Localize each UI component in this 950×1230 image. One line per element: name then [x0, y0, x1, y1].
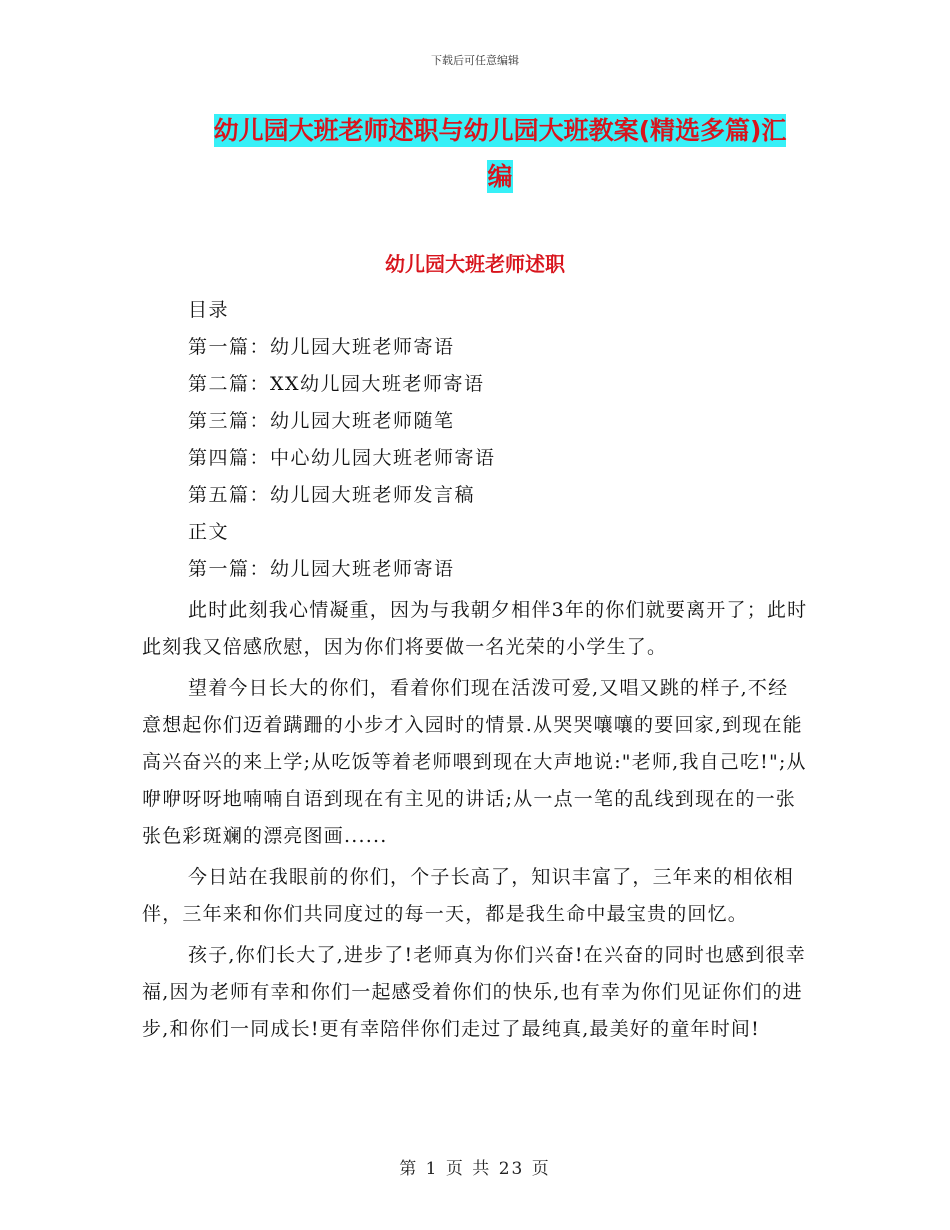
- table-of-contents: [188, 292, 496, 588]
- section-title: 幼儿园大班老师述职: [385, 252, 565, 276]
- paragraph: 今日站在我眼前的你们，个子长高了，知识丰富了，三年来的相依相伴，三年来和你们共同度过的每一天，都是我生命中最宝贵的回忆。: [142, 866, 795, 925]
- page-header-note: 下载后可任意编辑: [431, 54, 519, 67]
- toc-item: 第二篇：XX幼儿园大班老师寄语: [188, 373, 485, 395]
- document-title: [190, 108, 810, 200]
- document-title-line2: 编: [487, 162, 513, 191]
- article-heading: 第一篇：幼儿园大班老师寄语: [188, 558, 455, 580]
- toc-item: 第五篇：幼儿园大班老师发言稿: [188, 484, 476, 506]
- page-number-footer: 第 1 页 共 23 页: [399, 1159, 551, 1179]
- document-title-line1: 幼儿园大班老师述职与幼儿园大班教案(精选多篇)汇: [213, 116, 787, 145]
- toc-item: 第三篇：幼儿园大班老师随笔: [188, 410, 455, 432]
- paragraph: 望着今日长大的你们，看着你们现在活泼可爱,又唱又跳的样子,不经意想起你们迈着蹒跚的小步才入园时的情景.从哭哭嚷嚷的要回家,到现在能高兴奋兴的来上学;从吃饭等着老师喂到现在大声地说:"老师,我自己吃!";从咿咿呀呀地喃喃自语到现在有主见的讲话;从一点一笔的乱线到现在的一张张色彩斑斓的漂亮图画......: [142, 677, 807, 847]
- body-heading: 正文: [188, 521, 230, 543]
- article-body: [142, 592, 808, 1052]
- toc-item: 第四篇：中心幼儿园大班老师寄语: [188, 447, 496, 469]
- paragraph: 孩子,你们长大了,进步了!老师真为你们兴奋!在兴奋的同时也感到很幸福,因为老师有幸和你们一起感受着你们的快乐,也有幸为你们见证你们的进步,和你们一同成长!更有幸陪伴你们走过了最纯真,最美好的童年时间!: [142, 944, 806, 1040]
- toc-item: 第一篇：幼儿园大班老师寄语: [188, 336, 455, 358]
- paragraph: 此时此刻我心情凝重，因为与我朝夕相伴3年的你们就要离开了；此时此刻我又倍感欣慰，因为你们将要做一名光荣的小学生了。: [142, 599, 808, 658]
- toc-heading: 目录: [188, 299, 230, 321]
